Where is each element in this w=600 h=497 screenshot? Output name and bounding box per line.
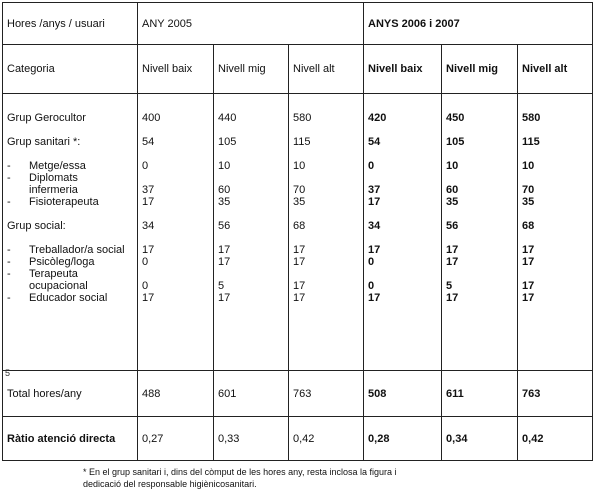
- label-text: Metge/essa: [29, 160, 86, 172]
- value-cell: 440: [218, 112, 237, 124]
- label-text: Grup sanitari *:: [7, 136, 81, 148]
- row-spacer: [446, 172, 513, 184]
- label-text: infermeria: [29, 184, 78, 196]
- value-cell: 0: [142, 256, 149, 268]
- subcategory-label: [7, 268, 133, 280]
- row-spacer: [368, 148, 437, 160]
- period-2006-2007-label: ANYS 2006 i 2007: [368, 17, 460, 30]
- row-spacer: [7, 232, 133, 244]
- row-spacer: [522, 268, 588, 280]
- handwritten-tick-mark: 5: [5, 368, 11, 378]
- value-cell: 68: [522, 220, 535, 232]
- level-header: Nivell mig: [214, 45, 289, 94]
- label-text: Grup social:: [7, 220, 66, 232]
- value-cell: 34: [368, 220, 381, 232]
- value-cell: 35: [293, 196, 306, 208]
- row-spacer: [293, 148, 359, 160]
- row-spacer: [446, 268, 513, 280]
- value-cell: 17: [446, 244, 459, 256]
- label-text: Psicòleg/loga: [29, 256, 95, 268]
- subcategory-label: [7, 196, 133, 208]
- value-cell: 54: [142, 136, 155, 148]
- header-period-2006-2007: [364, 3, 593, 45]
- category-label: [7, 220, 133, 232]
- category-labels-cell: [3, 94, 138, 371]
- bullet-dash: -: [7, 292, 11, 304]
- value-cell: 10: [293, 160, 306, 172]
- label-text: Terapeuta: [29, 268, 78, 280]
- value-cell: 34: [142, 220, 155, 232]
- value-cell: 17: [368, 196, 381, 208]
- value-cell: 17: [293, 244, 306, 256]
- value-cell: 0: [368, 160, 375, 172]
- ratio-value: 0,33: [214, 417, 289, 461]
- subcategory-label: [7, 280, 133, 292]
- bullet-dash: -: [7, 172, 11, 184]
- row-spacer: [142, 172, 209, 184]
- row-spacer: [293, 124, 359, 136]
- value-cell: 17: [293, 280, 306, 292]
- value-cell: 17: [142, 244, 155, 256]
- values-col-2006-alt: [518, 94, 593, 371]
- row-spacer: [522, 148, 588, 160]
- row-spacer: [446, 208, 513, 220]
- value-cell: 0: [368, 256, 375, 268]
- value-cell: 10: [446, 160, 459, 172]
- subcategory-label: [7, 244, 133, 256]
- ratio-value: 0,28: [364, 417, 442, 461]
- value-cell: 17: [293, 292, 306, 304]
- hours-table: [2, 2, 593, 461]
- row-spacer: [446, 124, 513, 136]
- period-2005-label: ANY 2005: [142, 17, 192, 30]
- row-spacer: [522, 208, 588, 220]
- row-spacer: [218, 124, 284, 136]
- value-cell: 105: [218, 136, 237, 148]
- value-cell: 5: [446, 280, 453, 292]
- value-cell: 17: [446, 292, 459, 304]
- value-cell: 37: [368, 184, 381, 196]
- footnote-line: * En el grup sanitari i, dins del còmput de les hores any, resta inclosa la figura i: [83, 467, 397, 477]
- row-spacer: [142, 232, 209, 244]
- values-col-2005-alt: [289, 94, 364, 371]
- category-header-label: Categoria: [7, 63, 55, 75]
- row-spacer: [368, 232, 437, 244]
- value-cell: 0: [142, 280, 149, 292]
- header-label: Hores /anys / usuari: [7, 17, 105, 30]
- value-cell: 17: [142, 196, 155, 208]
- row-spacer: [368, 172, 437, 184]
- header-label-cell: [3, 3, 138, 45]
- total-value: 763: [289, 371, 364, 417]
- footnote-line: dedicació del responsable higiènicosanitari.: [83, 479, 257, 489]
- value-cell: 35: [446, 196, 459, 208]
- header-period-2005: [138, 3, 364, 45]
- value-cell: 17: [368, 292, 381, 304]
- value-cell: 0: [142, 160, 149, 172]
- row-spacer: [368, 208, 437, 220]
- value-cell: 580: [293, 112, 312, 124]
- row-spacer: [293, 232, 359, 244]
- row-spacer: [446, 148, 513, 160]
- value-cell: 70: [293, 184, 306, 196]
- bullet-dash: -: [7, 268, 11, 280]
- level-header: Nivell baix: [138, 45, 214, 94]
- row-spacer: [218, 172, 284, 184]
- value-cell: 70: [522, 184, 535, 196]
- category-label: [7, 112, 133, 124]
- value-cell: 60: [218, 184, 231, 196]
- label-text: Fisioterapeuta: [29, 196, 99, 208]
- value-cell: 580: [522, 112, 541, 124]
- row-spacer: [293, 208, 359, 220]
- ratio-value: 0,27: [138, 417, 214, 461]
- category-label: [7, 136, 133, 148]
- total-value: 508: [364, 371, 442, 417]
- row-spacer: [446, 232, 513, 244]
- total-label: Total hores/any: [3, 371, 138, 417]
- row-spacer: [368, 268, 437, 280]
- row-spacer: [7, 208, 133, 220]
- row-spacer: [218, 208, 284, 220]
- ratio-value: 0,42: [289, 417, 364, 461]
- value-cell: 115: [522, 136, 540, 148]
- row-spacer: [522, 172, 588, 184]
- body-row: [3, 94, 593, 371]
- value-cell: 450: [446, 112, 465, 124]
- value-cell: 17: [368, 244, 381, 256]
- values-col-2006-mig: [442, 94, 518, 371]
- value-cell: 17: [446, 256, 459, 268]
- label-text: ocupacional: [29, 280, 88, 292]
- footnote: [83, 466, 563, 490]
- header-row-levels: [3, 45, 593, 94]
- label-text: Educador social: [29, 292, 108, 304]
- total-value: 601: [214, 371, 289, 417]
- row-spacer: [522, 124, 588, 136]
- total-value: 611: [442, 371, 518, 417]
- total-row: [3, 371, 593, 417]
- value-cell: 17: [218, 256, 231, 268]
- subcategory-label: [7, 184, 133, 196]
- value-cell: 35: [218, 196, 231, 208]
- level-header: Nivell mig: [442, 45, 518, 94]
- total-value: 763: [518, 371, 593, 417]
- value-cell: 0: [368, 280, 375, 292]
- subcategory-label: [7, 292, 133, 304]
- value-cell: 400: [142, 112, 161, 124]
- ratio-value: 0,42: [518, 417, 593, 461]
- header-row-period: [3, 3, 593, 45]
- value-cell: 105: [446, 136, 465, 148]
- total-value: 488: [138, 371, 214, 417]
- label-text: Diplomats: [29, 172, 78, 184]
- subcategory-label: [7, 160, 133, 172]
- row-spacer: [293, 172, 359, 184]
- value-cell: 17: [142, 292, 155, 304]
- bullet-dash: -: [7, 256, 11, 268]
- value-cell: 56: [218, 220, 231, 232]
- row-spacer: [142, 208, 209, 220]
- value-cell: 10: [522, 160, 535, 172]
- value-cell: 17: [218, 292, 231, 304]
- row-spacer: [293, 268, 359, 280]
- value-cell: 68: [293, 220, 306, 232]
- row-spacer: [7, 124, 133, 136]
- level-header: Nivell alt: [289, 45, 364, 94]
- subcategory-label: [7, 172, 133, 184]
- ratio-value: 0,34: [442, 417, 518, 461]
- value-cell: 35: [522, 196, 535, 208]
- ratio-row: [3, 417, 593, 461]
- level-header: Nivell alt: [518, 45, 593, 94]
- label-text: Treballador/a social: [29, 244, 125, 256]
- value-cell: 10: [218, 160, 231, 172]
- value-cell: 420: [368, 112, 387, 124]
- value-cell: 17: [218, 244, 231, 256]
- value-cell: 17: [293, 256, 306, 268]
- row-spacer: [142, 268, 209, 280]
- ratio-label: Ràtio atenció directa: [3, 417, 138, 461]
- bullet-dash: -: [7, 196, 11, 208]
- row-spacer: [218, 268, 284, 280]
- category-header: [3, 45, 138, 94]
- value-cell: 60: [446, 184, 459, 196]
- level-header: Nivell baix: [364, 45, 442, 94]
- values-col-2005-mig: [214, 94, 289, 371]
- row-spacer: [218, 232, 284, 244]
- subcategory-label: [7, 256, 133, 268]
- values-col-2006-baix: [364, 94, 442, 371]
- row-spacer: [218, 148, 284, 160]
- row-spacer: [142, 124, 209, 136]
- value-cell: 17: [522, 280, 535, 292]
- row-spacer: [368, 124, 437, 136]
- value-cell: 56: [446, 220, 459, 232]
- value-cell: 17: [522, 244, 535, 256]
- label-text: Grup Gerocultor: [7, 112, 86, 124]
- value-cell: 17: [522, 256, 535, 268]
- values-col-2005-baix: [138, 94, 214, 371]
- bullet-dash: -: [7, 160, 11, 172]
- value-cell: 17: [522, 292, 535, 304]
- value-cell: 37: [142, 184, 155, 196]
- row-spacer: [7, 148, 133, 160]
- value-cell: 5: [218, 280, 225, 292]
- row-spacer: [522, 232, 588, 244]
- value-cell: 115: [293, 136, 311, 148]
- bullet-dash: -: [7, 244, 11, 256]
- row-spacer: [142, 148, 209, 160]
- value-cell: 54: [368, 136, 381, 148]
